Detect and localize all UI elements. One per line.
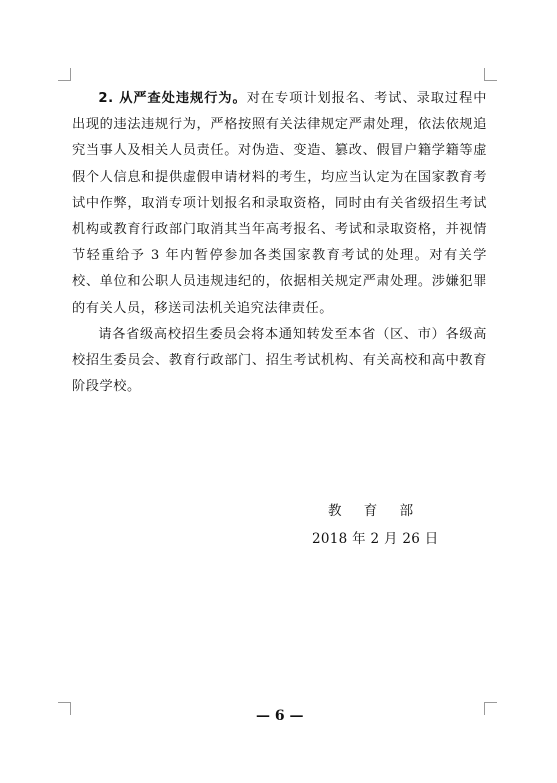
paragraph-lead-heading: 2. 从严查处违规行为。 <box>98 91 247 106</box>
crop-mark-bottom-left <box>58 702 71 715</box>
crop-mark-top-left <box>58 68 71 81</box>
page-number: — 6 — <box>256 708 304 724</box>
issuer-signature: 教 育 部 <box>328 503 423 519</box>
issue-date: 2018 年 2 月 26 日 <box>312 531 439 547</box>
document-body <box>72 86 487 400</box>
crop-mark-bottom-right <box>484 702 497 715</box>
paragraph-violations <box>72 86 487 322</box>
paragraph-forwarding-request: 请各省级高校招生委员会将本通知转发至本省（区、市）各级高校招生委员会、教育行政部门、招生考试机构、有关高校和高中教育阶段学校。 <box>72 326 487 395</box>
crop-mark-top-right <box>484 68 497 81</box>
paragraph-body-text: 对在专项计划报名、考试、录取过程中出现的违法违规行为，严格按照有关法律规定严肃处理，依法依规追究当事人及相关人员责任。对伪造、变造、篡改、假冒户籍学籍等虚假个人信息和提供虚假申请材料的考生，均应当认定为在国家教育考试中作弊，取消专项计划报名和录取资格，同时由有关省级招生考试机构或教育行政部门取消其当年高考报名、考试和录取资格，并视情节轻重给予 3 年内暂停参加各类国家教育考试的处理。对有关学校、单位和公职人员违规违纪的，依据相关规定严肃处理。涉嫌犯罪的有关人员，移送司法机关追究法律责任。 <box>72 91 487 316</box>
